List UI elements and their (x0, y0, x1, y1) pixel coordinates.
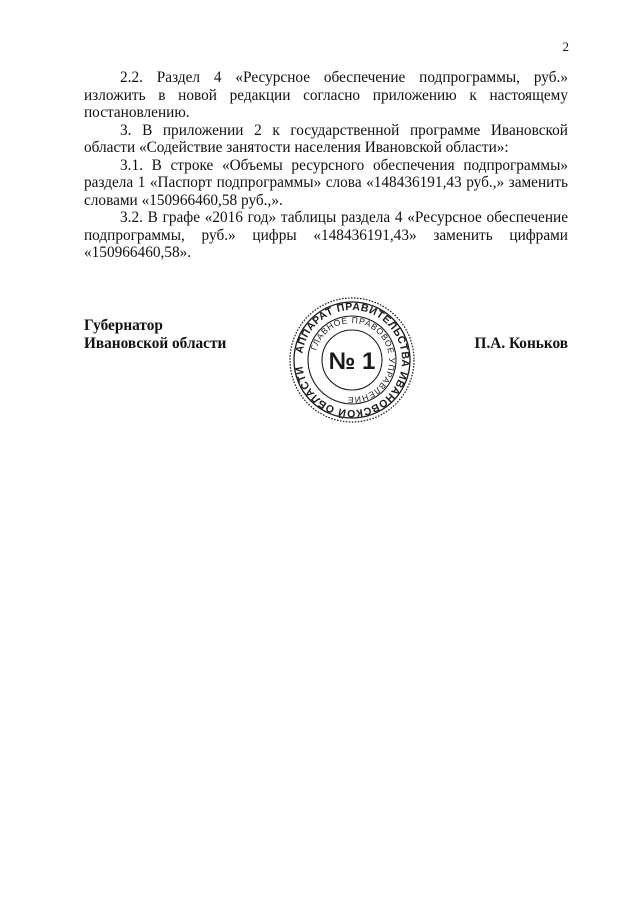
signatory-position-line1: Губернатор (84, 317, 163, 334)
document-body (84, 69, 568, 262)
seal-inner-text: ГЛАВНОЕ ПРАВОВОЕ УПРАВЛЕНИЕ (308, 314, 398, 406)
signatory-position-line2: Ивановской области (84, 334, 227, 352)
signature-block (84, 300, 568, 427)
paragraph-2-2: 2.2. Раздел 4 «Ресурсное обеспечение подпрограммы, руб.» изложить в новой редакции согласно приложению к настоящему постановлению. (84, 69, 568, 121)
page-number: 2 (562, 39, 569, 54)
paragraph-3-1: 3.1. В строке «Объемы ресурсного обеспечения подпрограммы» раздела 1 «Паспорт подпрограммы» слова «148436191,43 руб.,» заменить словами «150966460,58 руб.,». (84, 156, 568, 209)
signatory-position (84, 317, 226, 352)
paragraph-3-2: 3.2. В графе «2016 год» таблицы раздела 4 «Ресурсное обеспечение подпрограммы, руб.» цифры «148436191,43» заменить цифрами «150966460,58». (84, 209, 568, 261)
official-seal (288, 296, 416, 424)
signatory-name: П.А. Коньков (474, 334, 568, 352)
seal-outer-text: АППАРАТ ПРАВИТЕЛЬСТВА ИВАНОВСКОЙ ОБЛАСТИ (293, 300, 412, 420)
paragraph-3: 3. В приложении 2 к государственной программе Ивановской области «Содействие занятости населения Ивановской области»: (84, 121, 568, 156)
seal-number: № 1 (328, 348, 376, 375)
